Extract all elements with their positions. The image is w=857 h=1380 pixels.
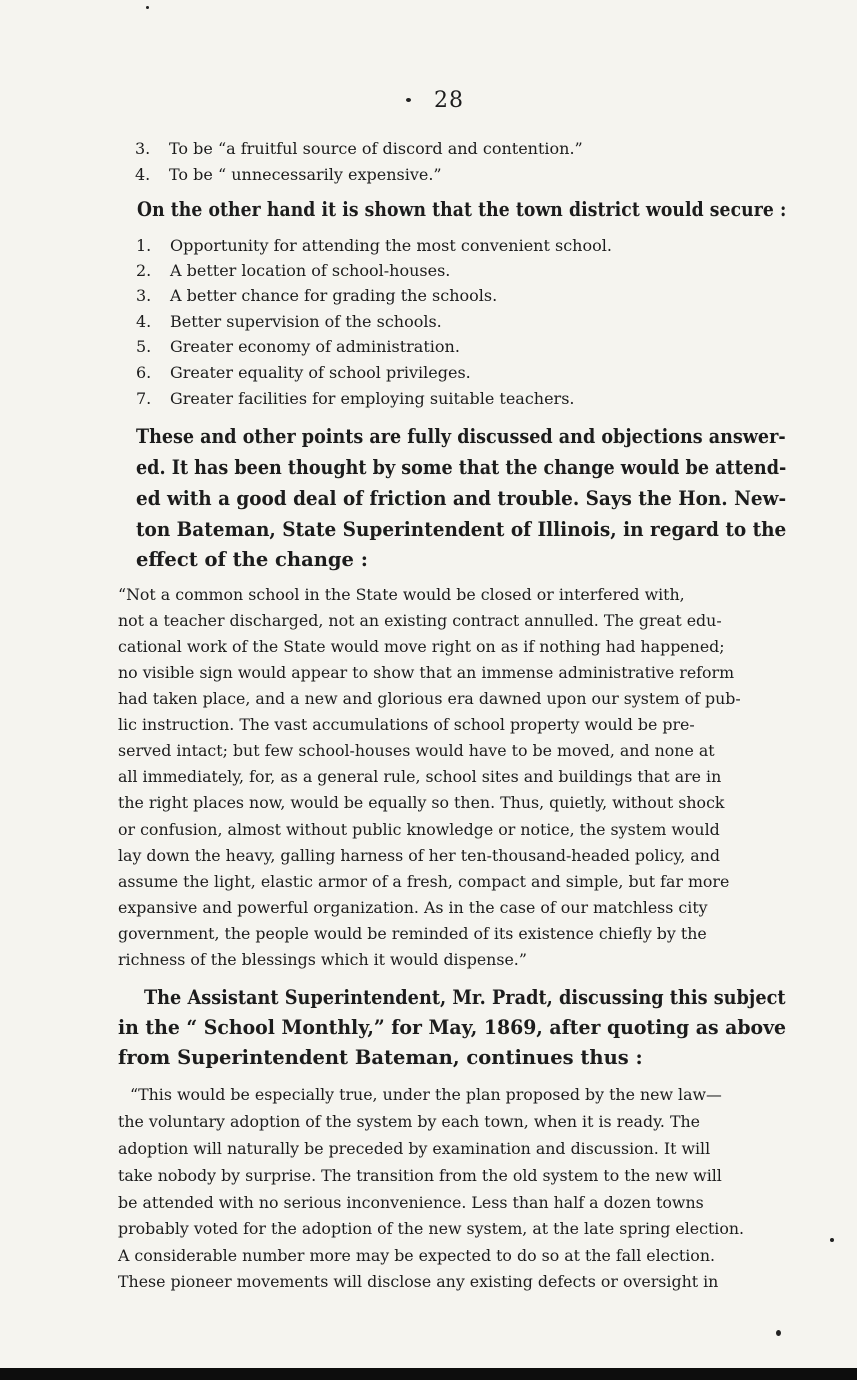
quote-line: all immediately, for, as a general rule, school sites and buildings that are in [118,767,722,786]
ink-speck [146,6,149,9]
ink-speck [830,1238,834,1242]
paragraph-line: effect of the change : [136,548,368,571]
ink-speck [406,98,411,102]
quote-line: government, the people would be reminded of its existence chiefly by the [118,924,707,943]
ink-speck [776,1330,781,1336]
quote-line: be attended with no serious inconvenience. Less than half a dozen towns [118,1193,704,1212]
quote-line: expansive and powerful organization. As in the case of our matchless city [118,898,708,917]
quote-line: the right places now, would be equally so then. Thus, quietly, without shock [118,793,725,812]
paragraph-line: These and other points are fully discussed and objections answer- [136,425,786,448]
quote-line: lay down the heavy, galling harness of her ten-thousand-headed policy, and [118,846,720,865]
quote-line: not a teacher discharged, not an existing contract annulled. The great edu- [118,611,722,630]
quote-line: These pioneer movements will disclose any existing defects or oversight in [118,1272,719,1291]
paragraph-line: from Superintendent Bateman, continues thus : [118,1046,643,1069]
quote-line: richness of the blessings which it would dispense.” [118,950,527,969]
paragraph-line: in the “ School Monthly,” for May, 1869, after quoting as above [118,1016,787,1039]
quote-line: no visible sign would appear to show that an immense administrative reform [118,663,735,682]
quote-line: had taken place, and a new and glorious era dawned upon our system of pub- [118,689,741,708]
quote-line: cational work of the State would move right on as if nothing had happened; [118,637,725,656]
page-number: 28 [434,88,464,113]
paragraph-line: ed. It has been thought by some that the change would be attend- [136,456,787,479]
quote-line: or confusion, almost without public knowledge or notice, the system would [118,820,720,839]
page-edge-shadow [0,1368,857,1380]
quote-line: “Not a common school in the State would be closed or interfered with, [118,585,685,604]
paragraph-line: ed with a good deal of friction and trouble. Says the Hon. New- [136,487,787,510]
quote-line: served intact; but few school-houses would have to be moved, and none at [118,741,715,760]
quote-line: the voluntary adoption of the system by each town, when it is ready. The [118,1112,701,1131]
quote-line: adoption will naturally be preceded by examination and discussion. It will [118,1139,711,1158]
intro-heading: On the other hand it is shown that the town district would secure : [137,198,787,221]
quote-line: “This would be especially true, under the plan proposed by the new law— [130,1085,722,1104]
quote-line: probably voted for the adoption of the new system, at the late spring election. [118,1219,745,1238]
quote-line: lic instruction. The vast accumulations of school property would be pre- [118,715,695,734]
quote-line: A considerable number more may be expected to do so at the fall election. [118,1246,716,1265]
document-page: 28 3. To be “a fruitful source of discord and contention.” 4. To be “ unnecessarily expensive.” On the other hand it is shown that the town district would secure : 1. Opportunity for attending the most convenient school. 2. A better location of school-houses. 3. A better chance for grading the schools. 4. Better supervision of the schools. 5. Greater economy of administration. 6. Greater equality of school privileges. 7. Greater facilities for employing suitable teachers. These and other points are fully discussed and objections answer- ed. It has been thought by some that the change would be attend- ed with a good deal of friction and trouble. Says the Hon. New- ton Bateman, State Superintendent of Illinois, in regard to the effect of the change : “Not a common school in the State would be closed or interfered with, not a teacher discharged, not an existing contract annulled. The great edu- cational work of the State would move right on as if nothing had happened; no visible sign would appear to show that an immense administrative reform had taken place, and a new and glorious era dawned upon our system of pub- lic instruction. The vast accumulations of school property would be pre- served intact; but few school-houses would have to be moved, and none at all immediately, for, as a general rule, school sites and buildings that are in the right places now, would be equally so then. Thus, quietly, without shock or confusion, almost without public knowledge or notice, the system would lay down the heavy, galling harness of her ten-thousand-headed policy, and assume the light, elastic armor of a fresh, compact and simple, but far more expansive and powerful organization. As in the case of our matchless city government, the people would be reminded of its existence chiefly by the richness of the blessings which it would dispense.” The Assistant Superintendent, Mr. Pradt, discussing this subject in the “ School Monthly,” for May, 1869, after quoting as above from Superintendent Bateman, continues thus : “This would be especially true, under the plan proposed by the new law— the voluntary adoption of the system by each town, when it is ready. The adoption will naturally be preceded by examination and discussion. It will take nobody by surprise. The transition from the old system to the new will be attended with no serious inconvenience. Less than half a dozen towns probably voted for the adoption of the new system, at the late spring election. A considerable number more may be expected to do so at the fall election. These pioneer movements will disclose any existing defects or oversight in [0,0,857,1380]
quote-line: assume the light, elastic armor of a fresh, compact and simple, but far more [118,872,730,891]
paragraph-line: The Assistant Superintendent, Mr. Pradt, discussing this subject [144,986,786,1009]
quote-line: take nobody by surprise. The transition from the old system to the new will [118,1166,722,1185]
paragraph-line: ton Bateman, State Superintendent of Illinois, in regard to the [136,518,787,541]
